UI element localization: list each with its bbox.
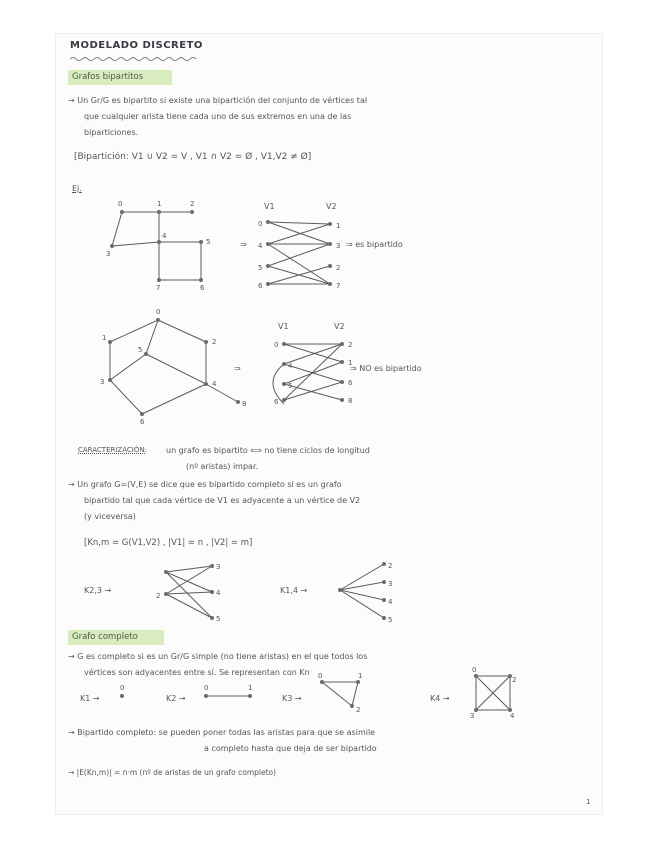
result-bipartite: ⇒ es bipartido	[346, 240, 403, 249]
svg-text:4: 4	[510, 712, 515, 720]
svg-text:0: 0	[204, 684, 209, 692]
k14-graph	[332, 560, 392, 624]
k4-graph	[470, 666, 520, 720]
k23-graph	[154, 564, 224, 624]
svg-text:5: 5	[206, 238, 211, 246]
characterization-text: (nº aristas) impar.	[186, 462, 259, 471]
graph-example-1	[104, 202, 214, 292]
svg-text:6: 6	[274, 398, 279, 406]
svg-text:2: 2	[356, 706, 361, 714]
svg-text:1: 1	[102, 334, 107, 342]
graph-example-2	[100, 308, 250, 426]
svg-text:7: 7	[336, 282, 341, 290]
result-not-bipartite: ⇒ NO es bipartido	[350, 364, 422, 373]
bipartite-complete-note: → Bipartido completo: se pueden poner todas las aristas para que se asimile	[68, 728, 376, 737]
svg-text:3: 3	[100, 378, 105, 386]
example-label: Ej.	[72, 184, 82, 193]
svg-text:8: 8	[242, 400, 247, 408]
bipartite-drawing-2	[270, 334, 380, 414]
svg-text:1: 1	[157, 200, 162, 208]
k1-graph	[114, 684, 134, 704]
svg-text:6: 6	[348, 379, 353, 387]
svg-text:2: 2	[212, 338, 217, 346]
svg-text:2: 2	[156, 592, 161, 600]
svg-text:5: 5	[258, 264, 263, 272]
svg-text:6: 6	[140, 418, 145, 426]
svg-text:0: 0	[318, 672, 323, 680]
definition-line: que cualquier arista tiene cada uno de sus extremos en una de las	[84, 112, 352, 121]
svg-text:0: 0	[118, 200, 123, 208]
arrow-icon: ⇒	[240, 240, 247, 249]
svg-text:4: 4	[388, 598, 393, 606]
page-title: MODELADO DISCRETO	[70, 40, 203, 51]
definition-line: → Un Gr/G es bipartito si existe una bipartición del conjunto de vértices tal	[68, 96, 368, 105]
v1-label: V1	[264, 202, 275, 211]
svg-text:0: 0	[472, 666, 477, 674]
svg-text:5: 5	[138, 346, 143, 354]
k2-graph	[200, 684, 260, 704]
characterization-label: CARACTERIZACIÓN:	[78, 446, 147, 454]
svg-text:0: 0	[156, 308, 161, 316]
bipartition-formula: [Bipartición: V1 ∪ V2 = V , V1 ∩ V2 = Ø , V1,V2 ≠ Ø]	[74, 152, 312, 162]
svg-text:2: 2	[388, 562, 393, 570]
svg-text:0: 0	[274, 341, 279, 349]
svg-text:0: 0	[120, 684, 125, 692]
v2-label: V2	[326, 202, 337, 211]
svg-text:3: 3	[106, 250, 111, 258]
svg-text:4: 4	[288, 362, 293, 370]
svg-text:6: 6	[200, 284, 205, 292]
complete-graph-def: vértices son adyacentes entre sí. Se representan con Kn	[84, 668, 310, 677]
v1-label: V1	[278, 322, 289, 331]
v2-label: V2	[334, 322, 345, 331]
svg-text:0: 0	[258, 220, 263, 228]
complete-bipartite-def: (y viceversa)	[84, 512, 136, 521]
bipartite-complete-note: a completo hasta que deja de ser bipartido	[204, 744, 377, 753]
svg-text:1: 1	[348, 359, 353, 367]
k4-label: K4 →	[430, 694, 450, 703]
svg-text:4: 4	[258, 242, 263, 250]
svg-text:6: 6	[258, 282, 263, 290]
section-heading-bipartitos: Grafos bipartitos	[72, 72, 144, 82]
svg-text:5: 5	[388, 616, 393, 624]
svg-text:5: 5	[216, 615, 221, 623]
svg-text:4: 4	[162, 232, 167, 240]
svg-text:8: 8	[348, 397, 353, 405]
svg-text:4: 4	[212, 380, 217, 388]
svg-text:3: 3	[336, 242, 341, 250]
svg-text:4: 4	[216, 589, 221, 597]
svg-text:1: 1	[336, 222, 341, 230]
edge-count-formula: → |E(Kn,m)| = n·m (nº de aristas de un grafo completo)	[68, 768, 277, 777]
svg-text:2: 2	[348, 341, 353, 349]
svg-text:2: 2	[512, 676, 517, 684]
kn-formula: [Kn,m = G(V1,V2) , |V1| = n , |V2| = m]	[84, 538, 253, 548]
k23-label: K2,3 →	[84, 586, 112, 595]
title-underline	[70, 56, 200, 64]
complete-bipartite-def: bipartido tal que cada vértice de V1 es adyacente a un vértice de V2	[84, 496, 361, 505]
svg-text:7: 7	[156, 284, 161, 292]
svg-text:1: 1	[248, 684, 253, 692]
page-number: 1	[586, 798, 591, 806]
bipartite-drawing-1	[256, 204, 376, 294]
svg-text:2: 2	[336, 264, 341, 272]
complete-bipartite-def: → Un grafo G=(V,E) se dice que es bipartido completo si es un grafo	[68, 480, 342, 489]
k14-label: K1,4 →	[280, 586, 308, 595]
k3-label: K3 →	[282, 694, 302, 703]
characterization-text: un grafo es bipartito ⟺ no tiene ciclos de longitud	[166, 446, 370, 455]
notebook-page	[56, 34, 602, 814]
arrow-icon: ⇒	[234, 364, 241, 373]
svg-text:2: 2	[190, 200, 195, 208]
svg-text:3: 3	[388, 580, 393, 588]
svg-text:5: 5	[288, 382, 293, 390]
definition-line: biparticiones.	[84, 128, 139, 137]
complete-graph-def: → G es completo si es un Gr/G simple (no tiene aristas) en el que todos los	[68, 652, 368, 661]
svg-text:1: 1	[358, 672, 363, 680]
svg-text:3: 3	[470, 712, 475, 720]
svg-text:3: 3	[216, 563, 221, 571]
k2-label: K2 →	[166, 694, 186, 703]
section-heading-completo: Grafo completo	[72, 632, 138, 642]
k3-graph	[316, 674, 366, 714]
k1-label: K1 →	[80, 694, 100, 703]
